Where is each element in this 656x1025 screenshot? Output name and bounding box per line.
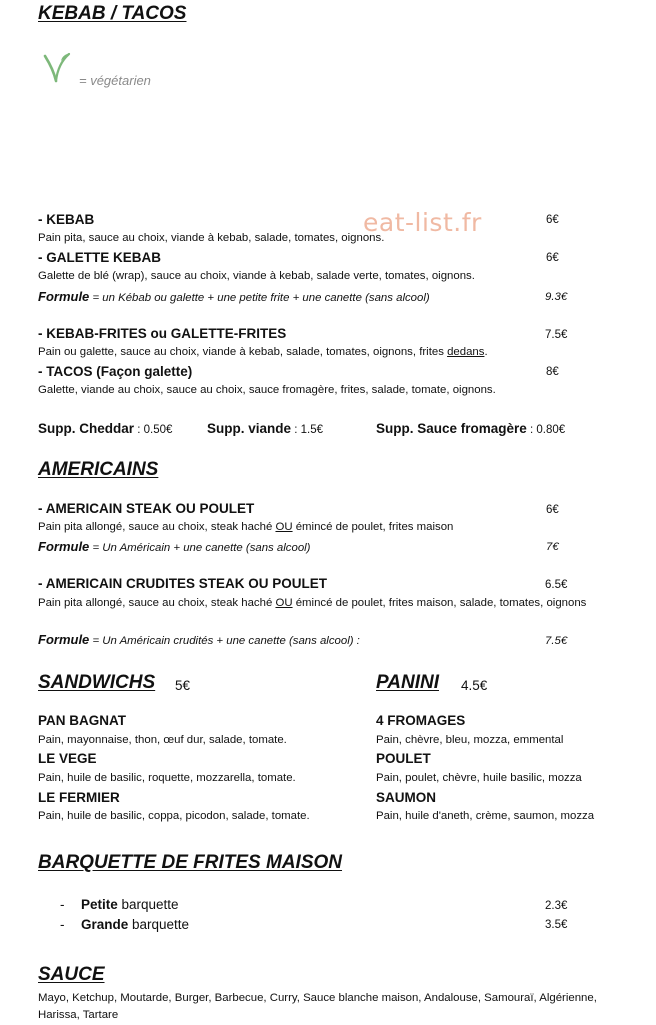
formule-americain — [38, 539, 310, 554]
item-desc-pan-bagnat: Pain, mayonnaise, thon, œuf dur, salade, tomate. — [38, 734, 287, 746]
formule-kebab-price: 9.3€ — [545, 291, 568, 303]
watermark: eat-list.fr — [363, 208, 482, 237]
vegetarian-legend: = végétarien — [79, 73, 151, 88]
item-name-saumon: SAUMON — [376, 790, 436, 805]
item-desc-saumon: Pain, huile d'aneth, crème, saumon, mozza — [376, 810, 595, 822]
frites-petite-price: 2.3€ — [545, 900, 568, 912]
frites-size: Grande — [81, 917, 129, 932]
desc-underlined: OU — [275, 521, 293, 533]
item-desc-le-vege: Pain, huile de basilic, roquette, mozzarella, tomate. — [38, 772, 296, 784]
item-price-tacos: 8€ — [546, 366, 559, 378]
item-desc-poulet: Pain, poulet, chèvre, huile basilic, mozza — [376, 772, 582, 784]
supp-viande — [207, 420, 323, 438]
section-title-sauce: SAUCE — [38, 964, 105, 985]
formule-text: = Un Américain + une canette (sans alcool) — [89, 542, 311, 554]
leaf-v-icon — [42, 50, 72, 84]
formule-text: = un Kébab ou galette + une petite frite + une canette (sans alcool) — [89, 292, 430, 304]
item-desc-galette-kebab: Galette de blé (wrap), sauce au choix, viande à kebab, salade verte, tomates, oignons. — [38, 270, 475, 282]
supp-label: Supp. viande — [207, 421, 292, 436]
item-price-galette-kebab: 6€ — [546, 252, 559, 264]
desc-part: émincé de poulet, frites maison, salade, tomates, oignons — [292, 597, 587, 609]
formule-label: Formule — [38, 539, 90, 554]
formule-label: Formule — [38, 632, 90, 647]
bullet-dash: - — [60, 917, 65, 932]
frites-grande-price: 3.5€ — [545, 919, 568, 931]
item-name-americain: - AMERICAIN STEAK OU POULET — [38, 501, 255, 516]
formule-americain-crudites — [38, 632, 360, 647]
panini-price: 4.5€ — [461, 678, 488, 693]
frites-label: barquette — [128, 917, 190, 932]
item-desc-kebab-frites — [38, 346, 488, 358]
item-desc-le-fermier: Pain, huile de basilic, coppa, picodon, salade, tomate. — [38, 810, 310, 822]
desc-part: Pain pita allongé, sauce au choix, steak haché — [38, 597, 276, 609]
section-title-kebab-tacos: KEBAB / TACOS — [38, 3, 187, 24]
frites-petite — [81, 897, 179, 912]
item-name-pan-bagnat: PAN BAGNAT — [38, 713, 126, 728]
item-desc-americain-crudites — [38, 595, 628, 612]
sauce-list: Mayo, Ketchup, Moutarde, Burger, Barbecue, Curry, Sauce blanche maison, Andalouse, Samouraï, Algérienne, Harissa, Tartare — [38, 992, 597, 1021]
supp-label: Supp. Sauce fromagère — [376, 421, 527, 436]
item-name-galette-kebab: - GALETTE KEBAB — [38, 250, 161, 265]
formule-kebab — [38, 289, 430, 304]
formule-text: = Un Américain crudités + une canette (sans alcool) : — [89, 635, 360, 647]
desc-part: Pain ou galette, sauce au choix, viande à kebab, salade, tomates, oignons, frites — [38, 346, 448, 358]
item-desc-4-fromages: Pain, chèvre, bleu, mozza, emmental — [376, 734, 564, 746]
item-desc-tacos: Galette, viande au choix, sauce au choix, sauce fromagère, frites, salade, tomate, oignons. — [38, 384, 496, 396]
item-name-poulet: POULET — [376, 751, 431, 766]
frites-size: Petite — [81, 897, 118, 912]
supp-label: Supp. Cheddar — [38, 421, 135, 436]
desc-part: . — [484, 346, 488, 358]
formule-americain-price: 7€ — [546, 541, 559, 553]
item-name-americain-crudites: - AMERICAIN CRUDITES STEAK OU POULET — [38, 576, 328, 591]
item-price-americain-crudites: 6.5€ — [545, 579, 568, 591]
section-title-panini: PANINI — [376, 672, 439, 693]
desc-underlined: OU — [275, 597, 293, 609]
section-title-americains: AMERICAINS — [38, 459, 159, 480]
sandwichs-price: 5€ — [175, 678, 191, 693]
item-name-le-fermier: LE FERMIER — [38, 790, 120, 805]
frites-grande — [81, 917, 189, 932]
item-desc-kebab: Pain pita, sauce au choix, viande à kebab, salade, tomates, oignons. — [38, 232, 385, 244]
supp-price: : 1.5€ — [291, 424, 323, 436]
item-name-kebab-frites: - KEBAB-FRITES ou GALETTE-FRITES — [38, 326, 287, 341]
section-title-sandwichs: SANDWICHS — [38, 672, 156, 693]
supp-price: : 0.50€ — [134, 424, 173, 436]
section-title-frites: BARQUETTE DE FRITES MAISON — [38, 852, 343, 873]
item-price-kebab: 6€ — [546, 214, 559, 226]
supp-cheddar — [38, 420, 172, 438]
supp-price: : 0.80€ — [526, 424, 566, 436]
formule-americain-crudites-price: 7.5€ — [545, 635, 568, 647]
item-name-4-fromages: 4 FROMAGES — [376, 713, 466, 728]
bullet-dash: - — [60, 897, 65, 912]
item-price-kebab-frites: 7.5€ — [545, 329, 568, 341]
item-desc-americain — [38, 521, 453, 533]
item-name-kebab: - KEBAB — [38, 212, 95, 227]
supp-sauce-fromagere — [376, 420, 565, 438]
item-price-americain: 6€ — [546, 504, 559, 516]
desc-underlined: dedans — [447, 346, 485, 358]
formule-label: Formule — [38, 289, 90, 304]
desc-part: émincé de poulet, frites maison — [292, 521, 454, 533]
item-name-tacos: - TACOS (Façon galette) — [38, 364, 193, 379]
desc-part: Pain pita allongé, sauce au choix, steak haché — [38, 521, 276, 533]
frites-label: barquette — [117, 897, 179, 912]
item-name-le-vege: LE VEGE — [38, 751, 97, 766]
